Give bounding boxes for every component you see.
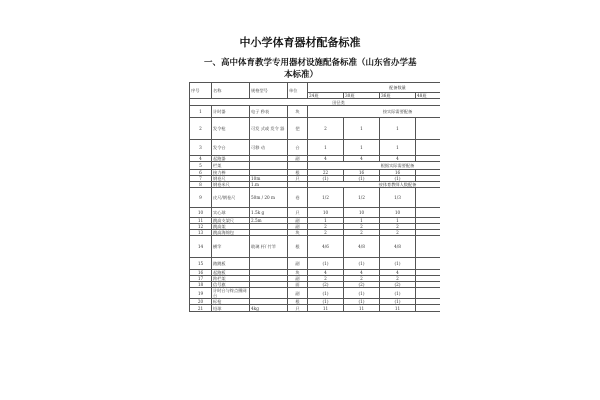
header-class: 48班: [416, 93, 452, 99]
row-number: 9: [190, 188, 212, 208]
row-unit: 副: [288, 156, 308, 162]
header-class: 24班: [308, 93, 344, 99]
row-quantity: 2: [380, 230, 416, 236]
row-number: 3: [190, 140, 212, 156]
row-quantity: 11: [344, 305, 380, 312]
row-name: 发令台: [212, 140, 250, 156]
row-unit: 只: [288, 208, 308, 218]
row-number: 19: [190, 288, 212, 299]
row-unit: [288, 162, 308, 170]
row-quantity: (1): [308, 176, 344, 182]
category-label: 田径类: [190, 99, 488, 106]
row-spec: [250, 162, 288, 170]
row-quantity: 2: [308, 230, 344, 236]
row-quantity: 2: [344, 224, 380, 230]
row-number: 12: [190, 224, 212, 230]
header-name: 名称: [212, 83, 250, 99]
row-number: 21: [190, 305, 212, 312]
row-quantity: 4: [380, 156, 416, 162]
row-quantity: 1: [380, 140, 416, 156]
row-quantity: 11: [308, 305, 344, 312]
row-spec: 2.5m: [250, 218, 288, 224]
row-unit: 根: [288, 170, 308, 176]
row-number: 20: [190, 299, 212, 305]
row-quantity: 16: [344, 170, 380, 176]
row-quantity: 1: [308, 218, 344, 224]
row-spec: [250, 258, 288, 270]
row-number: 17: [190, 276, 212, 282]
row-quantity: 1/2: [344, 188, 380, 208]
row-name: 发令枪: [212, 118, 250, 140]
row-number: 15: [190, 258, 212, 270]
row-quantity: (1): [308, 299, 344, 305]
row-number: 16: [190, 270, 212, 276]
row-name: 铅球: [212, 305, 250, 312]
row-name: 跳高架: [212, 224, 250, 230]
row-quantity: 1: [344, 140, 380, 156]
row-quantity: 11: [380, 305, 416, 312]
row-number: 11: [190, 218, 212, 224]
row-unit: 卷: [288, 188, 308, 208]
row-unit: 块: [288, 230, 308, 236]
row-unit: 根: [288, 299, 308, 305]
header-unit: 单位: [288, 83, 308, 99]
row-quantity: (1): [308, 258, 344, 270]
header-class: 30班: [344, 93, 380, 99]
row-spec: 10m: [250, 176, 288, 182]
row-name: 跳高海绵包: [212, 230, 250, 236]
row-unit: 面: [288, 282, 308, 288]
row-spec: 玻璃 杆/ 竹竿: [250, 236, 288, 258]
row-quantity: 4/8: [344, 236, 380, 258]
row-spec: 可发 式或 发令 器: [250, 118, 288, 140]
row-quantity: 1: [308, 140, 344, 156]
row-quantity: 2: [308, 118, 344, 140]
row-quantity: (1): [380, 299, 416, 305]
row-spec: 50m / 20 m: [250, 188, 288, 208]
row-quantity: 2: [380, 224, 416, 230]
row-quantity: (1): [380, 258, 416, 270]
row-spec: 电子 秒表: [250, 106, 288, 118]
row-name: 钢卷米尺: [212, 182, 250, 188]
row-quantity: 4: [344, 156, 380, 162]
row-unit: 块: [288, 270, 308, 276]
row-quantity: 4: [380, 270, 416, 276]
row-quantity: 4/6: [308, 236, 344, 258]
row-spec: [250, 288, 288, 299]
row-quantity: 16: [380, 170, 416, 176]
row-name: 踏跳板: [212, 258, 250, 270]
row-name: 跨栏架: [212, 276, 250, 282]
row-spec: 可移 动: [250, 140, 288, 156]
row-number: 5: [190, 162, 212, 170]
row-number: 6: [190, 170, 212, 176]
row-number: 4: [190, 156, 212, 162]
row-unit: 副: [288, 224, 308, 230]
row-number: 2: [190, 118, 212, 140]
row-quantity: 4/8: [380, 236, 416, 258]
row-name: 计时台与终点摄网台: [212, 288, 250, 299]
row-quantity: 4: [308, 270, 344, 276]
row-quantity: 1: [344, 118, 380, 140]
row-name: 计时器: [212, 106, 250, 118]
row-name: 信号旗: [212, 282, 250, 288]
row-quantity: 2: [308, 224, 344, 230]
row-spec: 4kg: [250, 305, 288, 312]
row-unit: 只: [288, 176, 308, 182]
row-name: 皮尺/钢卷尺: [212, 188, 250, 208]
row-quantity: (1): [380, 176, 416, 182]
row-quantity: 2: [344, 276, 380, 282]
header-class: 36班: [380, 93, 416, 99]
row-name: 标枪: [212, 299, 250, 305]
row-unit: 副: [288, 288, 308, 299]
row-quantity: (1): [344, 299, 380, 305]
row-name: 实心球: [212, 208, 250, 218]
header-qty: 配备数量: [308, 83, 488, 93]
row-quantity: 1/2: [308, 188, 344, 208]
row-number: 7: [190, 176, 212, 182]
row-name: 跳高支架尺: [212, 218, 250, 224]
header-no: 序号: [190, 83, 212, 99]
row-quantity: 4: [344, 270, 380, 276]
row-spec: 1.5k g: [250, 208, 288, 218]
row-quantity: 1: [344, 218, 380, 224]
row-quantity: (1): [344, 288, 380, 299]
page-edge-mask: [440, 80, 600, 400]
section-heading-line-1: 一、高中体育教学专用器材设施配备标准（山东省办学基: [204, 58, 417, 68]
row-number: 1: [190, 106, 212, 118]
row-quantity: 2: [380, 276, 416, 282]
row-merged-note: 按体育教师人数配备: [308, 182, 488, 188]
row-number: 8: [190, 182, 212, 188]
row-unit: 副: [288, 218, 308, 224]
row-spec: 1.m: [250, 182, 288, 188]
row-quantity: (1): [308, 288, 344, 299]
row-quantity: (1): [344, 258, 380, 270]
row-unit: 根: [288, 236, 308, 258]
row-unit: 副: [288, 276, 308, 282]
row-unit: 台: [288, 140, 308, 156]
row-unit: 把: [288, 118, 308, 140]
section-heading-line-2: 本标准）: [284, 70, 319, 80]
row-quantity: 2: [344, 230, 380, 236]
row-unit: 块: [288, 106, 308, 118]
row-number: 18: [190, 282, 212, 288]
section-heading: [204, 57, 440, 81]
row-number: 10: [190, 208, 212, 218]
row-merged-note: 根据实际需要配备: [308, 162, 488, 170]
row-quantity: 1: [380, 118, 416, 140]
row-quantity: 10: [380, 208, 416, 218]
row-quantity: 10: [344, 208, 380, 218]
row-quantity: 22: [308, 170, 344, 176]
row-name: 横竿: [212, 236, 250, 258]
row-name: 栏架: [212, 162, 250, 170]
row-name: 起跑板: [212, 270, 250, 276]
row-quantity: 2: [308, 276, 344, 282]
row-quantity: 10: [308, 208, 344, 218]
header-spec: 规格型号: [250, 83, 288, 99]
row-unit: 副: [288, 258, 308, 270]
row-quantity: (2): [308, 282, 344, 288]
row-name: 钢卷尺: [212, 176, 250, 182]
row-unit: 只: [288, 305, 308, 312]
row-quantity: (2): [344, 282, 380, 288]
row-number: 14: [190, 236, 212, 258]
row-name: 起跑器: [212, 156, 250, 162]
row-quantity: (2): [380, 282, 416, 288]
row-quantity: 1: [380, 218, 416, 224]
row-quantity: 1/3: [380, 188, 416, 208]
row-name: 接力棒: [212, 170, 250, 176]
row-quantity: 4: [308, 156, 344, 162]
row-merged-note: 按实际需要配备: [308, 106, 488, 118]
row-quantity: (1): [380, 288, 416, 299]
document-title: 中小学体育器材配备标准: [239, 36, 361, 49]
row-quantity: (1): [344, 176, 380, 182]
row-number: 13: [190, 230, 212, 236]
